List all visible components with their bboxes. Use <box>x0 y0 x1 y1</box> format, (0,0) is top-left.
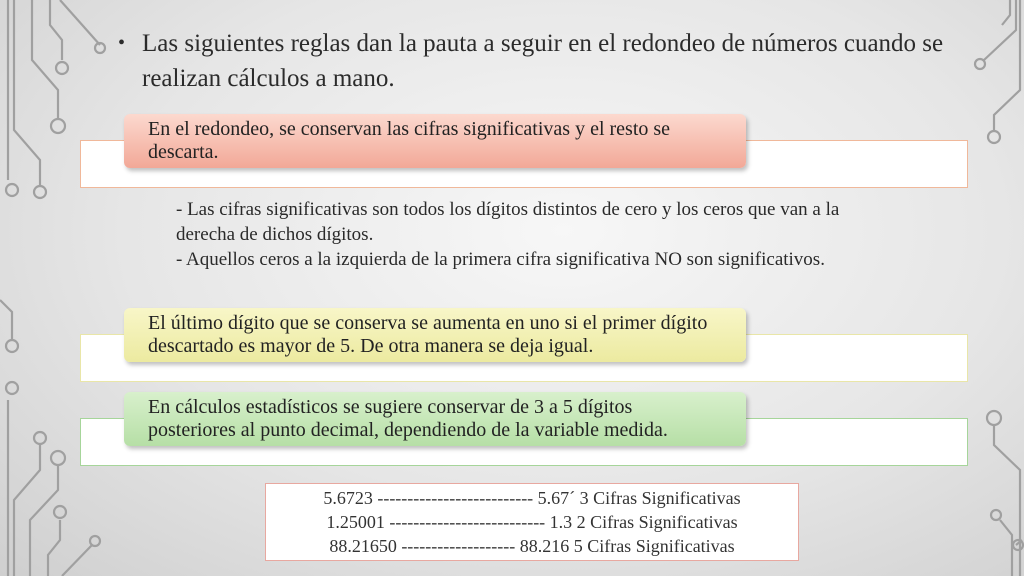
example-row-3: 88.21650 ------------------- 88.216 5 Cifras Significativas <box>329 536 735 556</box>
rule-box-1 <box>124 114 746 168</box>
rule-text-1: En el redondeo, se conservan las cifras significativas y el resto se descarta. <box>148 118 671 163</box>
intro-paragraph <box>118 26 958 96</box>
rule-text-3: En cálculos estadísticos se sugiere conservar de 3 a 5 dígitos posteriores al punto decimal, dependiendo de la variable medida. <box>148 396 668 441</box>
bullet-icon: • <box>118 32 126 54</box>
example-row-2: 1.25001 -------------------------- 1.3 2 Cifras Significativas <box>326 512 738 532</box>
example-row-1: 5.6723 -------------------------- 5.67´ 3 Cifras Significativas <box>323 488 741 508</box>
rounding-examples-box <box>265 483 799 561</box>
intro-text: Las siguientes reglas dan la pauta a seguir en el redondeo de números cuando se realizan cálculos a mano. <box>142 30 944 92</box>
note-2: - Aquellos ceros a la izquierda de la primera cifra significativa NO son significativos. <box>176 249 825 270</box>
circuit-decoration-left <box>0 0 110 576</box>
rule-box-3 <box>124 392 746 446</box>
rule-text-2: El último dígito que se conserva se aumenta en uno si el primer dígito descartado es mayor de 5. De otra manera se deja igual. <box>148 312 708 357</box>
note-1: - Las cifras significativas son todos los dígitos distintos de cero y los ceros que van a la derecha de dichos dígitos. <box>176 199 840 245</box>
rule-box-2 <box>124 308 746 362</box>
significant-figures-notes <box>176 197 876 272</box>
